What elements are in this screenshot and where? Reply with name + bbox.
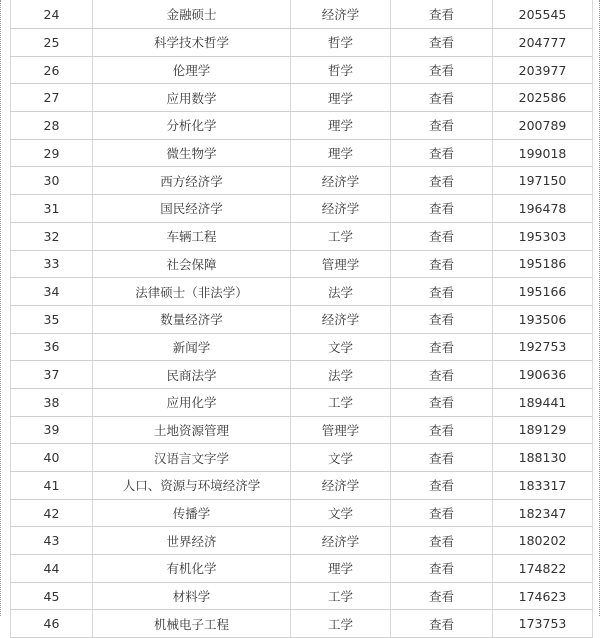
- category-cell: 工学: [291, 388, 391, 416]
- action-cell: [391, 444, 493, 472]
- rank-cell: 39: [11, 416, 93, 444]
- count-cell: 189129: [493, 416, 593, 444]
- major-name-cell: 民商法学: [93, 361, 291, 389]
- count-cell: 190636: [493, 361, 593, 389]
- count-cell: 189441: [493, 388, 593, 416]
- category-cell: 经济学: [291, 527, 391, 555]
- table-row: [11, 250, 593, 278]
- action-cell: [391, 527, 493, 555]
- view-link[interactable]: 查看: [428, 284, 454, 300]
- count-cell: 180202: [493, 527, 593, 555]
- action-cell: [391, 195, 493, 223]
- action-cell: [391, 610, 493, 638]
- count-cell: 197150: [493, 167, 593, 195]
- rank-cell: 32: [11, 222, 93, 250]
- action-cell: [391, 333, 493, 361]
- category-cell: 管理学: [291, 416, 391, 444]
- rank-cell: 43: [11, 527, 93, 555]
- count-cell: 204777: [493, 29, 593, 57]
- view-link[interactable]: 查看: [428, 63, 454, 79]
- table-row: [11, 527, 593, 555]
- major-name-cell: 数量经济学: [93, 305, 291, 333]
- view-link[interactable]: 查看: [428, 339, 454, 355]
- view-link[interactable]: 查看: [428, 173, 454, 189]
- category-cell: 理学: [291, 112, 391, 140]
- count-cell: 203977: [493, 56, 593, 84]
- count-cell: 193506: [493, 305, 593, 333]
- rank-cell: 31: [11, 195, 93, 223]
- major-name-cell: 土地资源管理: [93, 416, 291, 444]
- action-cell: [391, 56, 493, 84]
- rank-cell: 28: [11, 112, 93, 140]
- count-cell: 174623: [493, 582, 593, 610]
- view-link[interactable]: 查看: [428, 533, 454, 549]
- table-row: [11, 472, 593, 500]
- category-cell: 哲学: [291, 56, 391, 84]
- table-row: [11, 499, 593, 527]
- view-link[interactable]: 查看: [428, 7, 454, 22]
- category-cell: 工学: [291, 610, 391, 638]
- action-cell: [391, 139, 493, 167]
- table-row: [11, 305, 593, 333]
- rank-cell: 38: [11, 388, 93, 416]
- category-cell: 理学: [291, 555, 391, 583]
- major-name-cell: 伦理学: [93, 56, 291, 84]
- category-cell: 经济学: [291, 195, 391, 223]
- action-cell: [391, 472, 493, 500]
- view-link[interactable]: 查看: [428, 146, 454, 162]
- action-cell: [391, 84, 493, 112]
- table-row: [11, 582, 593, 610]
- major-name-cell: 新闻学: [93, 333, 291, 361]
- major-name-cell: 传播学: [93, 499, 291, 527]
- action-cell: [391, 582, 493, 610]
- major-name-cell: 材料学: [93, 582, 291, 610]
- view-link[interactable]: 查看: [428, 90, 454, 106]
- view-link[interactable]: 查看: [428, 616, 454, 632]
- category-cell: 经济学: [291, 305, 391, 333]
- category-cell: 管理学: [291, 250, 391, 278]
- view-link[interactable]: 查看: [428, 589, 454, 605]
- major-name-cell: 国民经济学: [93, 195, 291, 223]
- view-link[interactable]: 查看: [428, 506, 454, 522]
- table-row: [11, 416, 593, 444]
- major-name-cell: 机械电子工程: [93, 610, 291, 638]
- action-cell: [391, 305, 493, 333]
- category-cell: 工学: [291, 222, 391, 250]
- table-row: [11, 56, 593, 84]
- action-cell: [391, 361, 493, 389]
- rank-cell: 44: [11, 555, 93, 583]
- category-cell: 理学: [291, 139, 391, 167]
- table-row: [11, 278, 593, 306]
- major-ranking-table: [10, 0, 593, 638]
- major-name-cell: 应用化学: [93, 388, 291, 416]
- action-cell: [391, 29, 493, 57]
- rank-cell: 24: [11, 0, 93, 29]
- table-row: [11, 555, 593, 583]
- action-cell: [391, 250, 493, 278]
- view-link[interactable]: 查看: [428, 450, 454, 466]
- category-cell: 理学: [291, 84, 391, 112]
- table-row: [11, 333, 593, 361]
- table-row: [11, 388, 593, 416]
- view-link[interactable]: 查看: [428, 561, 454, 577]
- view-link[interactable]: 查看: [428, 312, 454, 328]
- major-name-cell: 社会保障: [93, 250, 291, 278]
- count-cell: 173753: [493, 610, 593, 638]
- count-cell: 200789: [493, 112, 593, 140]
- count-cell: 174822: [493, 555, 593, 583]
- category-cell: 文学: [291, 499, 391, 527]
- table-row: [11, 222, 593, 250]
- major-name-cell: 金融硕士: [93, 0, 291, 29]
- rank-cell: 42: [11, 499, 93, 527]
- rank-cell: 34: [11, 278, 93, 306]
- rank-cell: 26: [11, 56, 93, 84]
- rank-cell: 30: [11, 167, 93, 195]
- count-cell: 205545: [493, 0, 593, 29]
- table-row: [11, 610, 593, 638]
- table-body: [11, 0, 593, 638]
- table-row: [11, 167, 593, 195]
- major-name-cell: 汉语言文字学: [93, 444, 291, 472]
- rank-cell: 36: [11, 333, 93, 361]
- rank-cell: 40: [11, 444, 93, 472]
- rank-cell: 29: [11, 139, 93, 167]
- rank-cell: 27: [11, 84, 93, 112]
- action-cell: [391, 278, 493, 306]
- major-name-cell: 分析化学: [93, 112, 291, 140]
- view-link[interactable]: 查看: [428, 229, 454, 245]
- count-cell: 199018: [493, 139, 593, 167]
- count-cell: 195166: [493, 278, 593, 306]
- action-cell: [391, 416, 493, 444]
- rank-cell: 46: [11, 610, 93, 638]
- rank-cell: 25: [11, 29, 93, 57]
- rank-cell: 35: [11, 305, 93, 333]
- action-cell: [391, 555, 493, 583]
- action-cell: [391, 167, 493, 195]
- category-cell: 文学: [291, 444, 391, 472]
- major-name-cell: 应用数学: [93, 84, 291, 112]
- count-cell: 196478: [493, 195, 593, 223]
- view-link[interactable]: 查看: [428, 395, 454, 411]
- rank-cell: 45: [11, 582, 93, 610]
- category-cell: 哲学: [291, 29, 391, 57]
- action-cell: [391, 388, 493, 416]
- table-row: [11, 139, 593, 167]
- rank-cell: 33: [11, 250, 93, 278]
- count-cell: 188130: [493, 444, 593, 472]
- major-name-cell: 西方经济学: [93, 167, 291, 195]
- major-name-cell: 微生物学: [93, 139, 291, 167]
- table-row: [11, 29, 593, 57]
- view-link[interactable]: 查看: [428, 367, 454, 383]
- category-cell: 文学: [291, 333, 391, 361]
- view-link[interactable]: 查看: [428, 118, 454, 134]
- count-cell: 183317: [493, 472, 593, 500]
- view-link[interactable]: 查看: [428, 201, 454, 217]
- action-cell: [391, 499, 493, 527]
- count-cell: 192753: [493, 333, 593, 361]
- table-row: [11, 361, 593, 389]
- view-link[interactable]: 查看: [428, 35, 454, 51]
- category-cell: 经济学: [291, 0, 391, 29]
- rank-cell: 37: [11, 361, 93, 389]
- major-name-cell: 世界经济: [93, 527, 291, 555]
- major-name-cell: 法律硕士（非法学）: [93, 278, 291, 306]
- action-cell: [391, 112, 493, 140]
- view-link[interactable]: 查看: [428, 422, 454, 438]
- view-link[interactable]: 查看: [428, 256, 454, 272]
- category-cell: 经济学: [291, 472, 391, 500]
- table-row: [11, 84, 593, 112]
- view-link[interactable]: 查看: [428, 478, 454, 494]
- category-cell: 经济学: [291, 167, 391, 195]
- major-name-cell: 有机化学: [93, 555, 291, 583]
- category-cell: 法学: [291, 361, 391, 389]
- table-row: [11, 444, 593, 472]
- major-name-cell: 车辆工程: [93, 222, 291, 250]
- count-cell: 202586: [493, 84, 593, 112]
- table-row: [11, 0, 593, 29]
- action-cell: [391, 0, 493, 29]
- rank-cell: 41: [11, 472, 93, 500]
- category-cell: 法学: [291, 278, 391, 306]
- category-cell: 工学: [291, 582, 391, 610]
- count-cell: 182347: [493, 499, 593, 527]
- count-cell: 195303: [493, 222, 593, 250]
- major-name-cell: 人口、资源与环境经济学: [93, 472, 291, 500]
- table-row: [11, 112, 593, 140]
- count-cell: 195186: [493, 250, 593, 278]
- table-row: [11, 195, 593, 223]
- action-cell: [391, 222, 493, 250]
- major-name-cell: 科学技术哲学: [93, 29, 291, 57]
